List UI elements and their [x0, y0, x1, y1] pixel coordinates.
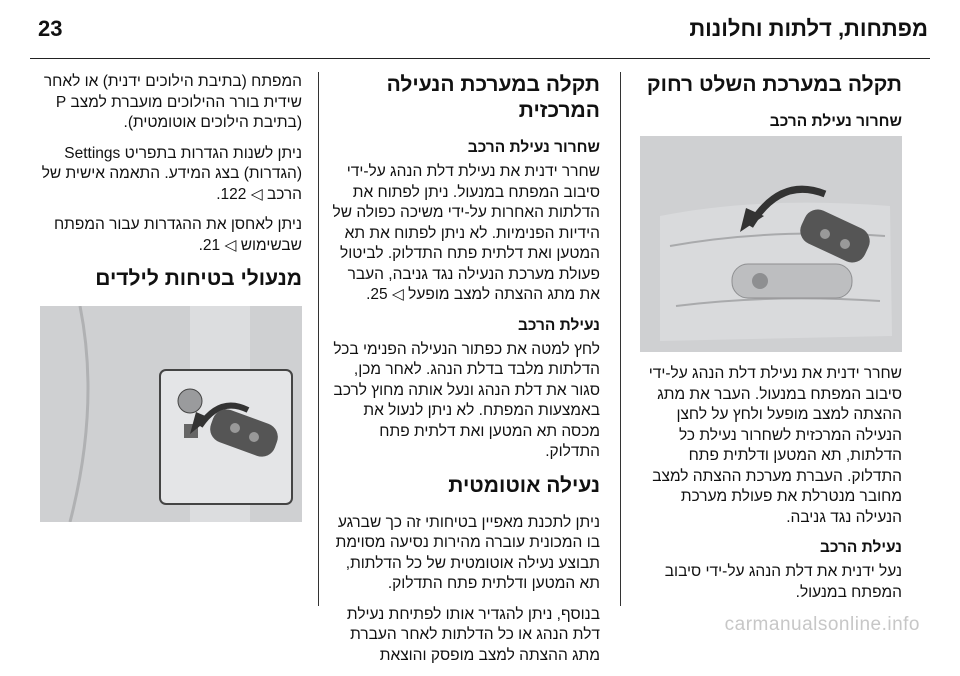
door-lock-key-illustration — [640, 136, 902, 352]
middle-column — [332, 72, 600, 676]
subheading: שחרור נעילת הרכב — [769, 113, 902, 130]
column-divider — [620, 72, 621, 606]
section-heading: תקלה במערכת הנעילה המרכזית — [386, 73, 600, 122]
right-column — [640, 72, 902, 613]
subheading: נעילת הרכב — [819, 539, 902, 556]
subheading: נעילת הרכב — [517, 316, 600, 334]
section-heading: נעילה אוטומטית — [448, 473, 600, 497]
paragraph: שחרר ידנית את נעילת דלת הנהג על-ידי סיבוב המפתח במנעול. העבר את מתג ההצתה למצב מופעל ולחץ על לחצן הנעילה המרכזית לשחרור נעילת כל הדלתות, תא המטען ודלתית פתח התדלוק. העברת מערכת ההצתה למצב מחובר מנטרלת את פעולת מערכת הנעילה נגד גניבה. — [648, 365, 902, 526]
section-heading: תקלה במערכת השלט רחוק — [646, 73, 902, 96]
paragraph: שחרר ידנית את נעילת דלת הנהג על-ידי סיבוב המפתח במנעול. ניתן לפתוח את הדלתות האחרות על-ידי משיכה כפולה של הידיות הפנימיות. לא ניתן לפתוח את תא המטען ואת דלתית פתח התדלוק. לביטול פעולת מערכת הנעילה נגד גניבה, העבר את מתג ההצתה למצב מופעל ◁ 25. — [332, 163, 600, 303]
section-heading: מנעולי בטיחות לילדים — [95, 267, 302, 290]
watermark: carmanualsonline.info — [724, 614, 920, 635]
paragraph: נעל ידנית את דלת הנהג על-ידי סיבוב המפתח במנעול. — [664, 563, 902, 601]
left-column — [40, 72, 302, 534]
running-head: מפתחות, דלתות וחלונות — [689, 16, 928, 41]
paragraph: המפתח (בתיבת הילוכים ידנית) או לאחר שידית בורר ההילוכים מועברת למצב P (בתיבת הילוכים אוטומטית). — [43, 73, 302, 131]
column-divider — [318, 72, 319, 606]
header-rule — [30, 58, 930, 59]
page-number: 23 — [38, 16, 63, 41]
paragraph: ניתן לאחסן את ההגדרות עבור המפתח שבשימוש ◁ 21. — [53, 216, 302, 254]
paragraph: בנוסף, ניתן להגדיר אותו לפתיחת נעילת דלת הנהג או כל הדלתות לאחר העברת מתג ההצתה למצב מופסק והוצאת — [346, 605, 600, 664]
paragraph: ניתן לשנות הגדרות בתפריט Settings (הגדרות) בצג המידע. התאמה אישית של הרכב ◁ 122. — [41, 144, 302, 203]
paragraph: לחץ למטה את כפתור הנעילה הפנימי בכל הדלתות מלבד בדלת הנהג. לאחר מכן, סגור את דלת הנהג ונעל אותה מחוץ לרכב באמצעות המפתח. לא ניתן לנעול את מכסה תא המטען ואת דלתית פתח התדלוק. — [333, 340, 600, 460]
subheading: שחרור נעילת הרכב — [467, 139, 600, 156]
child-lock-illustration — [40, 306, 302, 522]
paragraph: ניתן לתכנת מאפיין בטיחותי זה כך שברגע בו המכונית עוברה מהירות נסיעה מסוימת תבוצע נעילה אוטומטית של כל הדלתות, תא המטען ודלתית פתח התדלוק. — [335, 513, 600, 592]
